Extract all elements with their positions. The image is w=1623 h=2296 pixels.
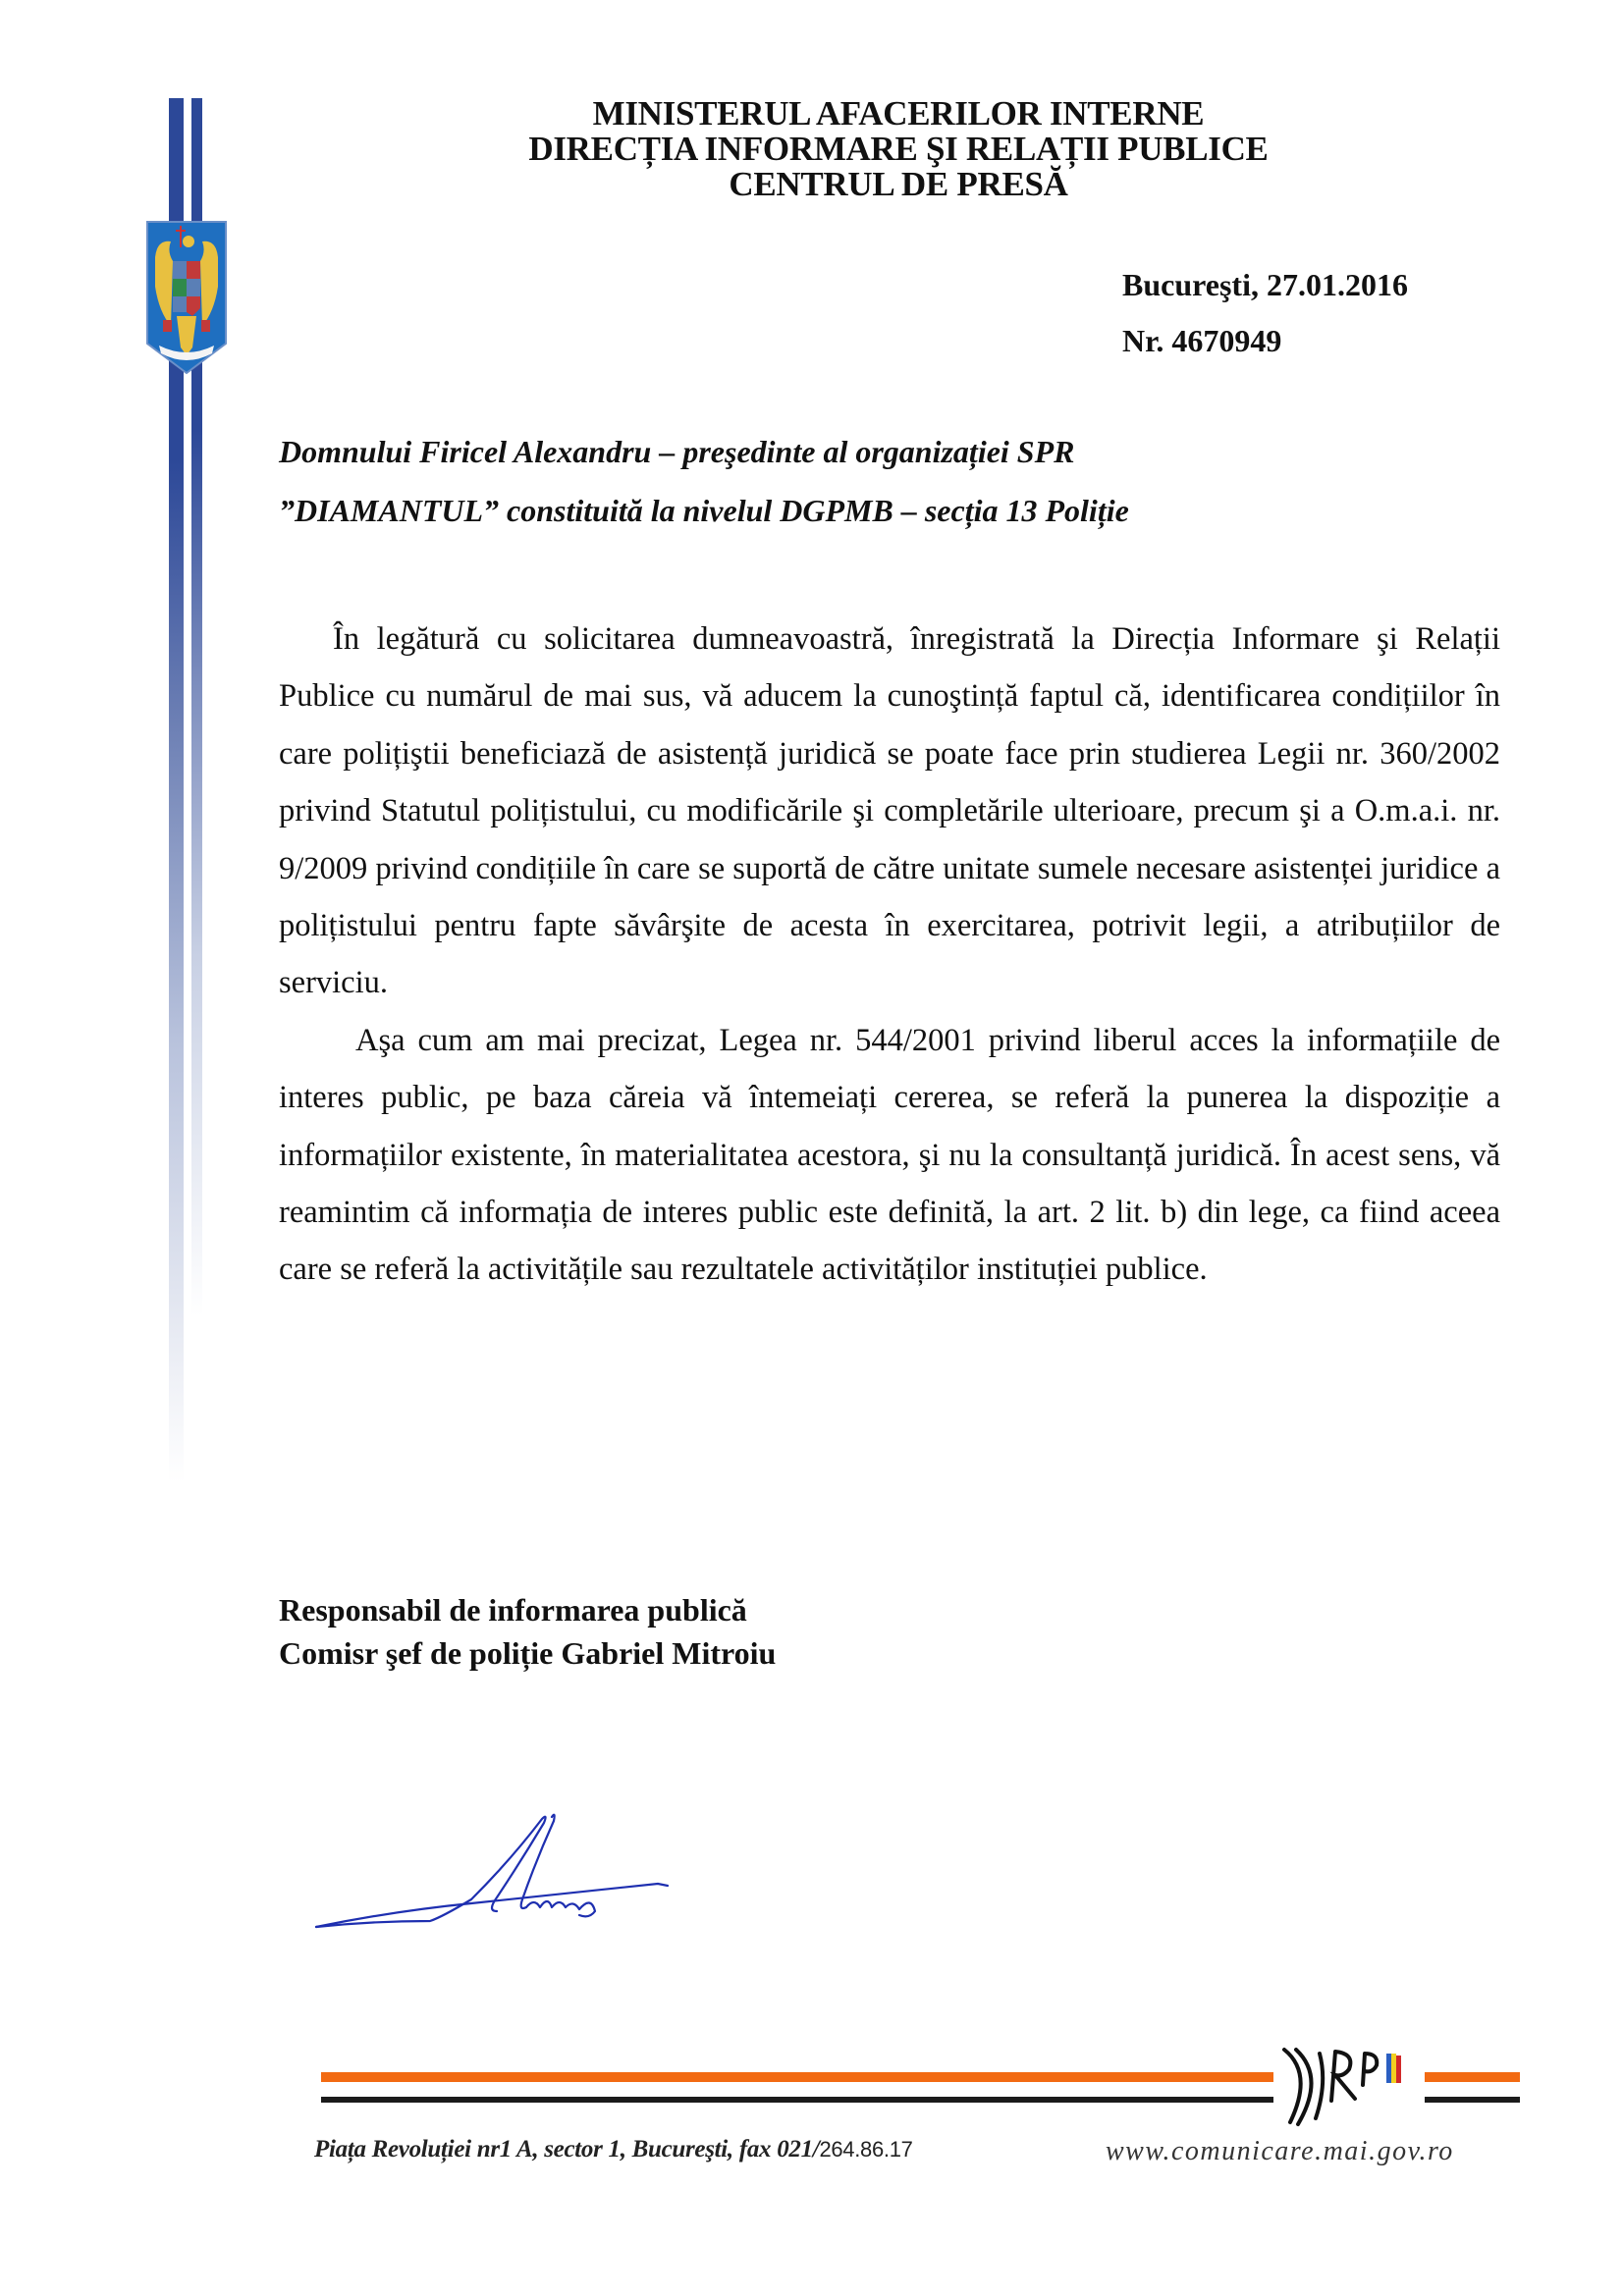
directorate-name: DIRECȚIA INFORMARE ŞI RELAȚII PUBLICE [528, 130, 1269, 168]
footer-address [314, 2136, 913, 2163]
body-paragraph: Aşa cum am mai precizat, Legea nr. 544/2001 privind liberul acces la informațiile de interes public, pe baza căreia vă întemeiați cererea, se referă la punerea la dispoziție a informațiilor existente, în materialitatea acestora, şi nu la consultanță juridică. În acest sens, vă reamintim că informația de interes public este definită, la art. 2 lit. b) din lege, ca fiind aceea care se referă la activitățile sau rezultatele activităților instituției publice. [279, 1022, 1500, 1288]
signatory-role: Responsabil de informarea publică [279, 1592, 747, 1628]
addressee-line-1: Domnului Firicel Alexandru – preşedinte al organizației SPR [279, 434, 1075, 469]
addressee [279, 422, 1516, 540]
place-date: Bucureşti, 27.01.2016 [1122, 267, 1408, 302]
footer-orange-bar [321, 2072, 1273, 2082]
signatory-name: Comisr şef de poliție Gabriel Mitroiu [279, 1635, 777, 1671]
footer-fax-number: 264.86.17 [819, 2137, 913, 2162]
footer-black-line [321, 2097, 1273, 2103]
department-name: CENTRUL DE PRESĂ [729, 165, 1068, 203]
footer-black-line-right [1425, 2097, 1520, 2103]
letter-body [279, 611, 1500, 1299]
letterhead [393, 96, 1404, 202]
registration-number: Nr. 4670949 [1122, 323, 1282, 358]
romanian-coat-of-arms-icon [145, 218, 228, 375]
handwritten-signature [295, 1801, 687, 1939]
signatory-block [279, 1588, 776, 1675]
footer-orange-bar-right [1425, 2072, 1520, 2082]
ministry-name: MINISTERUL AFACERILOR INTERNE [592, 94, 1205, 133]
body-paragraph: În legătură cu solicitarea dumneavoastră, înregistrată la Direcția Informare şi Relații Publice cu numărul de mai sus, vă aducem la cunoştință faptul că, identificarea condițiilor în care polițiştii beneficiază de asistență juridică se poate face prin studierea Legii nr. 360/2002 privind Statutul polițistului, cu modificările şi completările ulterioare, precum şi a O.m.a.i. nr. 9/2009 privind condițiile în care se suportă de către unitate sumele necesare asistenței juridice a polițistului pentru fapte săvârşite de acesta în exercitarea, potrivit legii, a atribuțiilor de serviciu. [279, 621, 1500, 1001]
addressee-line-2: ”DIAMANTUL” constituită la nivelul DGPMB – secția 13 Poliție [279, 493, 1129, 528]
dirp-logo-icon [1274, 2044, 1424, 2127]
document-meta [1122, 257, 1408, 369]
footer-address-text: Piața Revoluției nr1 A, sector 1, Bucureşti, fax 021/ [314, 2136, 820, 2163]
footer-website-link[interactable]: www.comunicare.mai.gov.ro [1106, 2136, 1454, 2166]
